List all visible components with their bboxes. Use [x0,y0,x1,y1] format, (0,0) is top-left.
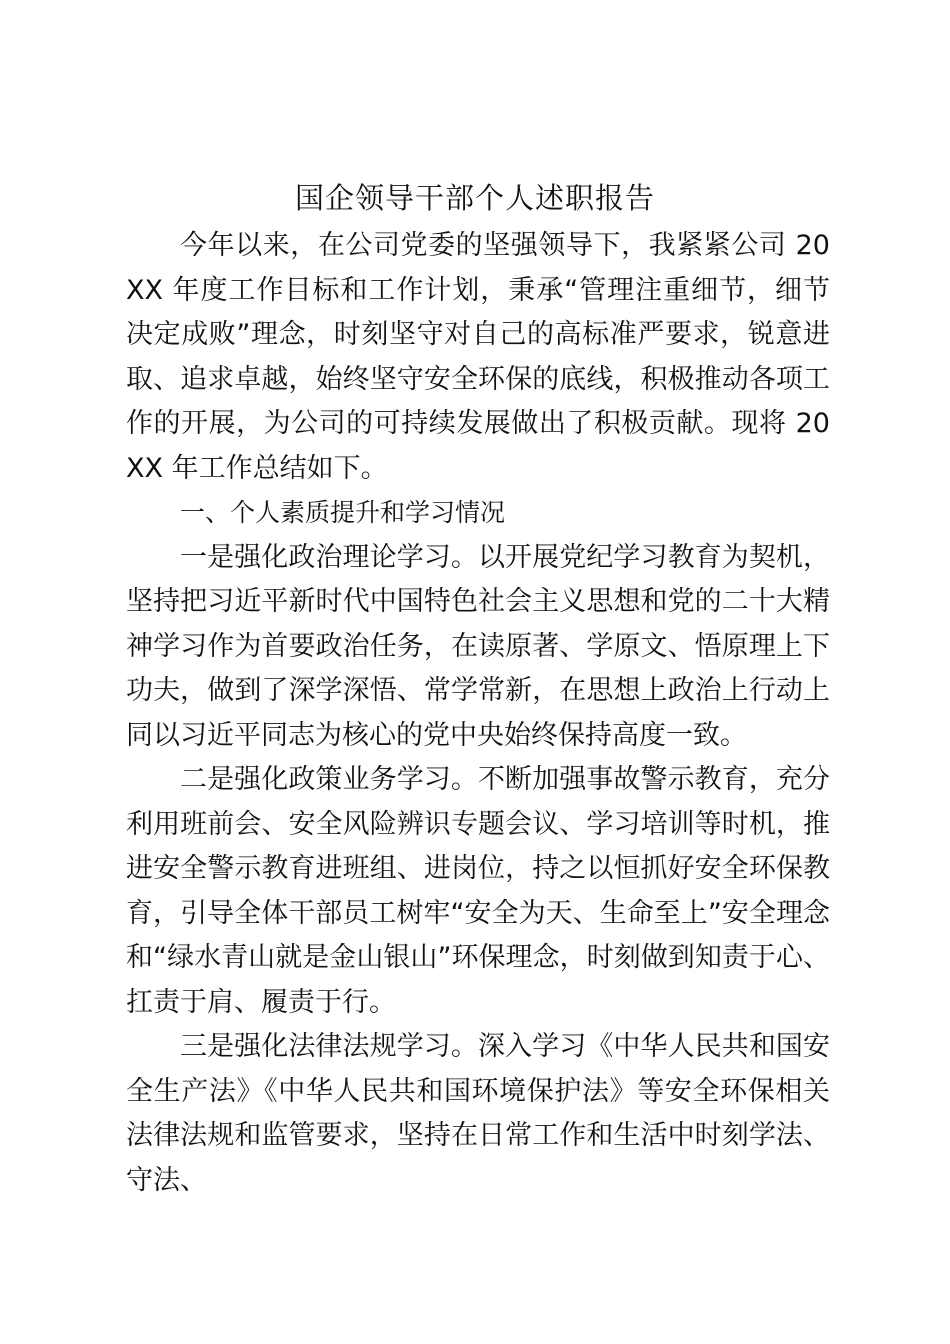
section-item-3: 三是强化法律法规学习。深入学习《中华人民共和国安全生产法》《中华人民共和国环境保护法》等安全环保相关法律法规和监管要求，坚持在日常工作和生活中时刻学法、守法、 [126,1031,830,1196]
section-heading: 一、个人素质提升和学习情况 [180,498,506,527]
section-item-1: 一是强化政治理论学习。以开展党纪学习教育为契机，坚持把习近平新时代中国特色社会主义思想和党的二十大精神学习作为首要政治任务，在读原著、学原文、悟原理上下功夫，做到了深学深悟、常学常新，在思想上政治上行动上同以习近平同志为核心的党中央始终保持高度一致。 [126,541,830,751]
document-body [126,224,830,1203]
section-item-2: 二是强化政策业务学习。不断加强事故警示教育，充分利用班前会、安全风险辨识专题会议、学习培训等时机，推进安全警示教育进班组、进岗位，持之以恒抓好安全环保教育，引导全体干部员工树牢“安全为天、生命至上”安全理念和“绿水青山就是金山银山”环保理念，时刻做到知责于心、扛责于肩、履责于行。 [126,764,830,1018]
intro-paragraph: 今年以来，在公司党委的坚强领导下，我紧紧公司 20XX 年度工作目标和工作计划，秉承“管理注重细节，细节决定成败”理念，时刻坚守对自己的高标准严要求，锐意进取、追求卓越，始终坚守安全环保的底线，积极推动各项工作的开展，为公司的可持续发展做出了积极贡献。现将 20XX 年工作总结如下。 [126,230,830,484]
document-title: 国企领导干部个人述职报告 [294,181,655,215]
